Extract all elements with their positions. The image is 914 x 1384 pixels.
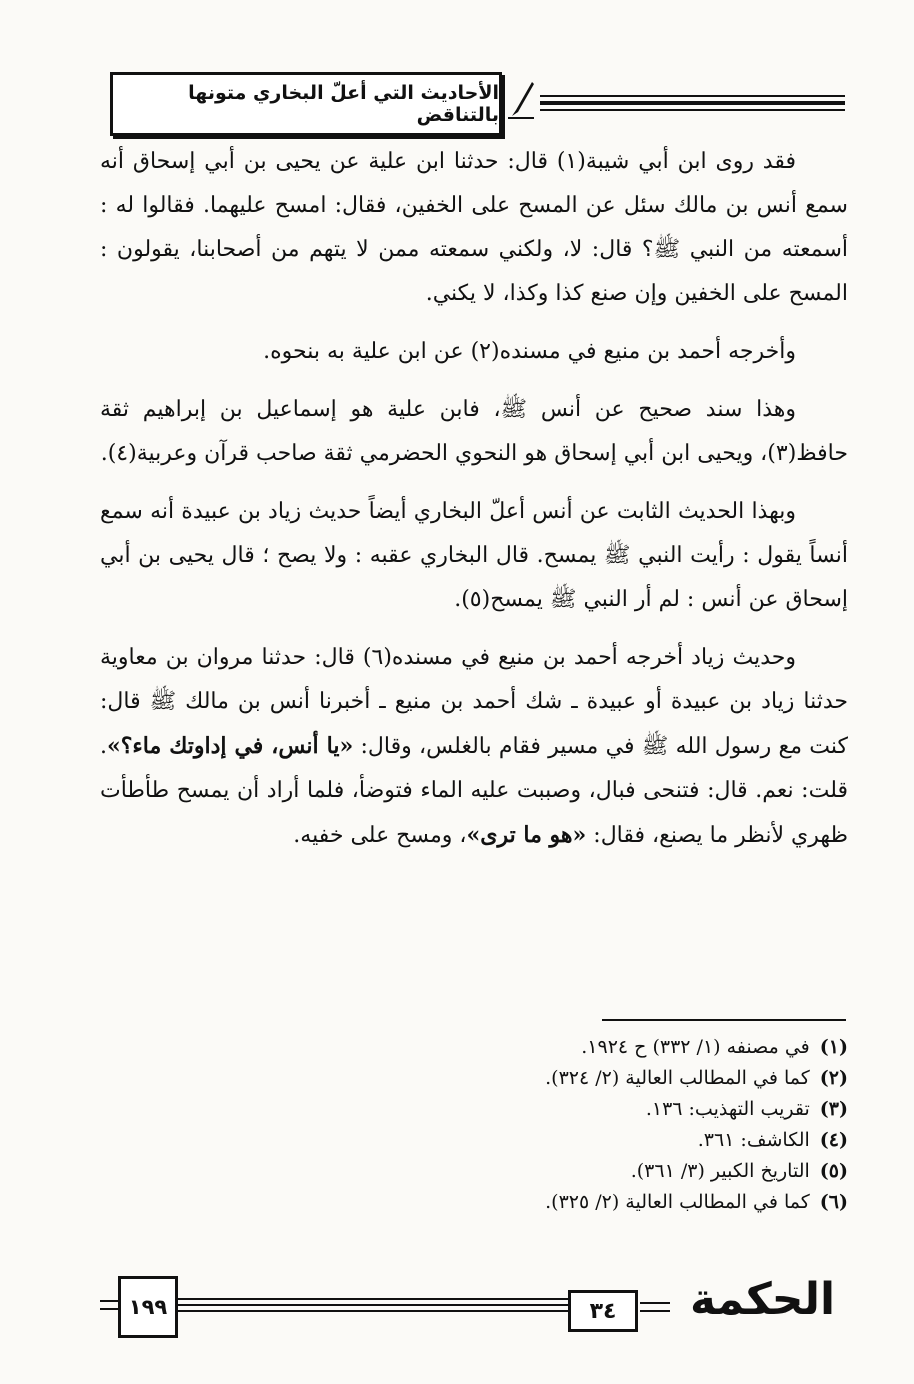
footnote-text: التاريخ الكبير (٣/ ٣٦١).: [630, 1160, 810, 1182]
paragraph-3: وهذا سند صحيح عن أنس ﷺ، فابن علية هو إسماعيل بن إبراهيم ثقة حافظ(٣)، ويحيى ابن أبي إسحاق هو النحوي الحضرمي ثقة صاحب قرآن وعربية(٤).: [100, 397, 848, 466]
footnote-number: (١): [819, 1036, 848, 1058]
paragraph-5-bold-quote-2: «هو ما ترى»: [466, 822, 587, 848]
page-footer: [0, 1270, 914, 1350]
footnote-number: (٢): [819, 1067, 848, 1089]
footnote-text: كما في المطالب العالية (٢/ ٣٢٤).: [545, 1067, 810, 1089]
footnote-text: في مصنفه (١/ ٣٣٢) ح ١٩٢٤.: [581, 1036, 810, 1058]
footnote-separator: [602, 1019, 846, 1021]
footnote-text: الكاشف: ٣٦١.: [697, 1129, 810, 1151]
paragraph-5: [100, 636, 848, 858]
paragraph-5-text-mid: . قلت: نعم. قال: فتنحى فبال، وصببت عليه الماء فتوضأ، فلما أراد أن يمسح طأطأت ظهري لأنظر ما يصنع، فقال:: [100, 734, 848, 848]
footnote-number: (٣): [819, 1098, 848, 1120]
footnote-text: كما في المطالب العالية (٢/ ٣٢٥).: [545, 1191, 810, 1213]
paragraph-2: وأخرجه أحمد بن منيع في مسنده(٢) عن ابن علية به بنحوه.: [263, 339, 796, 364]
running-header: [110, 72, 502, 136]
footnote: [300, 1063, 848, 1094]
footnote-text: تقريب التهذيب: ١٣٦.: [645, 1098, 810, 1120]
footnote-number: (٤): [819, 1129, 848, 1151]
footer-rule: [178, 1304, 568, 1306]
footnotes: [300, 1032, 848, 1218]
paragraph-4: وبهذا الحديث الثابت عن أنس أعلّ البخاري أيضاً حديث زياد بن عبيدة أنه سمع أنساً يقول : رأيت النبي ﷺ يمسح. قال البخاري عقبه : ولا يصح ؛ قال يحيى بن أبي إسحاق عن أنس : لم أر النبي ﷺ يمسح(٥).: [100, 499, 848, 612]
page-number: ١٩٩: [118, 1276, 178, 1338]
footnote: [300, 1125, 848, 1156]
main-text: [100, 140, 848, 872]
footer-rule: [100, 1308, 118, 1310]
paragraph-1: فقد روى ابن أبي شيبة(١) قال: حدثنا ابن علية عن يحيى بن أبي إسحاق أنه سمع أنس بن مالك سئل عن المسح على الخفين، فقال: امسح عليهما. فقالوا له : أسمعته من النبي ﷺ؟ قال: لا، ولكني سمعته ممن لا يتهم من أصحابنا، يقولون : المسح على الخفين وإن صنع كذا وكذا، لا يكني.: [100, 149, 848, 306]
footer-rule: [100, 1300, 118, 1302]
footer-rule: [640, 1310, 670, 1312]
footer-rule: [178, 1298, 568, 1300]
paragraph-5-bold-quote-1: «يا أنس، في إداوتك ماء؟»: [107, 733, 354, 759]
footnote: [300, 1156, 848, 1187]
journal-logo: الحكمة: [690, 1274, 836, 1325]
paragraph-5-text-after: ، ومسح على خفيه.: [293, 823, 467, 848]
footer-rule: [640, 1302, 670, 1304]
footnote-number: (٦): [819, 1191, 848, 1213]
footnote: [300, 1032, 848, 1063]
header-rules: [540, 95, 845, 115]
issue-number: ٣٤: [568, 1290, 638, 1332]
running-header-title: الأحاديث التي أعلّ البخاري متونها بالتناقض: [188, 82, 499, 126]
footnote-number: (٥): [819, 1160, 848, 1182]
footnote: [300, 1187, 848, 1218]
pen-icon: [506, 80, 536, 120]
footer-rule: [178, 1310, 568, 1312]
paragraph-5-text-before: وحديث زياد أخرجه أحمد بن منيع في مسنده(٦) قال: حدثنا مروان بن معاوية حدثنا زياد بن عبيدة أو عبيدة ـ شك أحمد بن منيع ـ أخبرنا أنس بن مالك ﷺ قال: كنت مع رسول الله ﷺ في مسير فقام بالغلس، وقال:: [100, 645, 848, 759]
footnote: [300, 1094, 848, 1125]
